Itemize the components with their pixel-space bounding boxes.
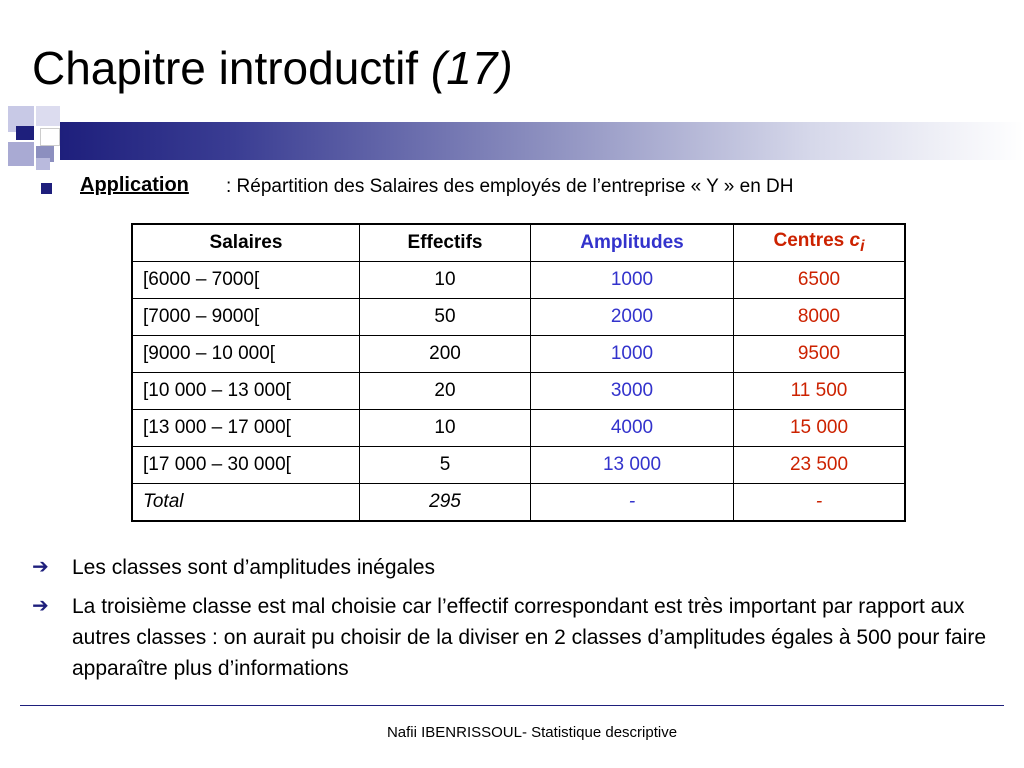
cell-effectif: 20 xyxy=(360,373,531,410)
cell-centre: 11 500 xyxy=(734,373,906,410)
cell-total-centre: - xyxy=(734,484,906,522)
cell-classe: [7000 – 9000[ xyxy=(132,299,360,336)
header-amplitudes: Amplitudes xyxy=(531,224,734,262)
cell-total-effectif: 295 xyxy=(360,484,531,522)
cell-classe: [9000 – 10 000[ xyxy=(132,336,360,373)
salary-distribution-table xyxy=(131,223,906,522)
cell-centre: 6500 xyxy=(734,262,906,299)
header-centres-subscript: i xyxy=(860,237,865,255)
bullet-square-icon xyxy=(41,183,52,194)
cell-total-amplitude: - xyxy=(531,484,734,522)
cell-classe: [17 000 – 30 000[ xyxy=(132,447,360,484)
title-main: Chapitre introductif xyxy=(32,42,419,94)
application-description: : Répartition des Salaires des employés de l’entreprise « Y » en DH xyxy=(226,176,794,197)
header-centres xyxy=(734,224,906,262)
footer-text: Nafii IBENRISSOUL- Statistique descriptive xyxy=(386,724,678,741)
note-text: La troisième classe est mal choisie car l’effectif correspondant est très important par rapport aux autres classes : on aurait pu choisir de la diviser en 2 classes d’amplitudes égales à 500 pour faire apparaître plus d’informations xyxy=(72,595,987,680)
cell-centre: 9500 xyxy=(734,336,906,373)
cell-total-label: Total xyxy=(132,484,360,522)
notes-list xyxy=(32,552,1012,692)
cell-amplitude: 2000 xyxy=(531,299,734,336)
table-row xyxy=(132,447,905,484)
cell-amplitude: 1000 xyxy=(531,262,734,299)
cell-amplitude: 13 000 xyxy=(531,447,734,484)
footer-divider xyxy=(20,705,1004,706)
cell-centre: 8000 xyxy=(734,299,906,336)
cell-effectif: 10 xyxy=(360,262,531,299)
cell-amplitude: 3000 xyxy=(531,373,734,410)
list-item xyxy=(32,591,1012,684)
table-row xyxy=(132,410,905,447)
header-centres-label: Centres xyxy=(773,230,845,252)
cell-centre: 15 000 xyxy=(734,410,906,447)
table-row xyxy=(132,299,905,336)
application-label: Application xyxy=(80,174,189,196)
list-item xyxy=(32,552,1012,583)
cell-amplitude: 4000 xyxy=(531,410,734,447)
cell-effectif: 50 xyxy=(360,299,531,336)
header-effectifs: Effectifs xyxy=(360,224,531,262)
cell-classe: [10 000 – 13 000[ xyxy=(132,373,360,410)
table-total-row xyxy=(132,484,905,522)
arrow-right-icon: ➔ xyxy=(32,556,49,578)
cell-centre: 23 500 xyxy=(734,447,906,484)
cell-classe: [13 000 – 17 000[ xyxy=(132,410,360,447)
note-text: Les classes sont d’amplitudes inégales xyxy=(72,556,436,579)
table-header-row xyxy=(132,224,905,262)
table-row xyxy=(132,262,905,299)
slide-title xyxy=(32,40,513,96)
table-row xyxy=(132,336,905,373)
header-salaires: Salaires xyxy=(132,224,360,262)
cell-effectif: 10 xyxy=(360,410,531,447)
cell-classe: [6000 – 7000[ xyxy=(132,262,360,299)
table-row xyxy=(132,373,905,410)
arrow-right-icon: ➔ xyxy=(32,595,49,617)
title-number: (17) xyxy=(430,42,513,94)
cell-effectif: 5 xyxy=(360,447,531,484)
decorative-header-bar xyxy=(0,100,1024,180)
cell-amplitude: 1000 xyxy=(531,336,734,373)
header-centres-symbol: c xyxy=(849,230,861,252)
cell-effectif: 200 xyxy=(360,336,531,373)
